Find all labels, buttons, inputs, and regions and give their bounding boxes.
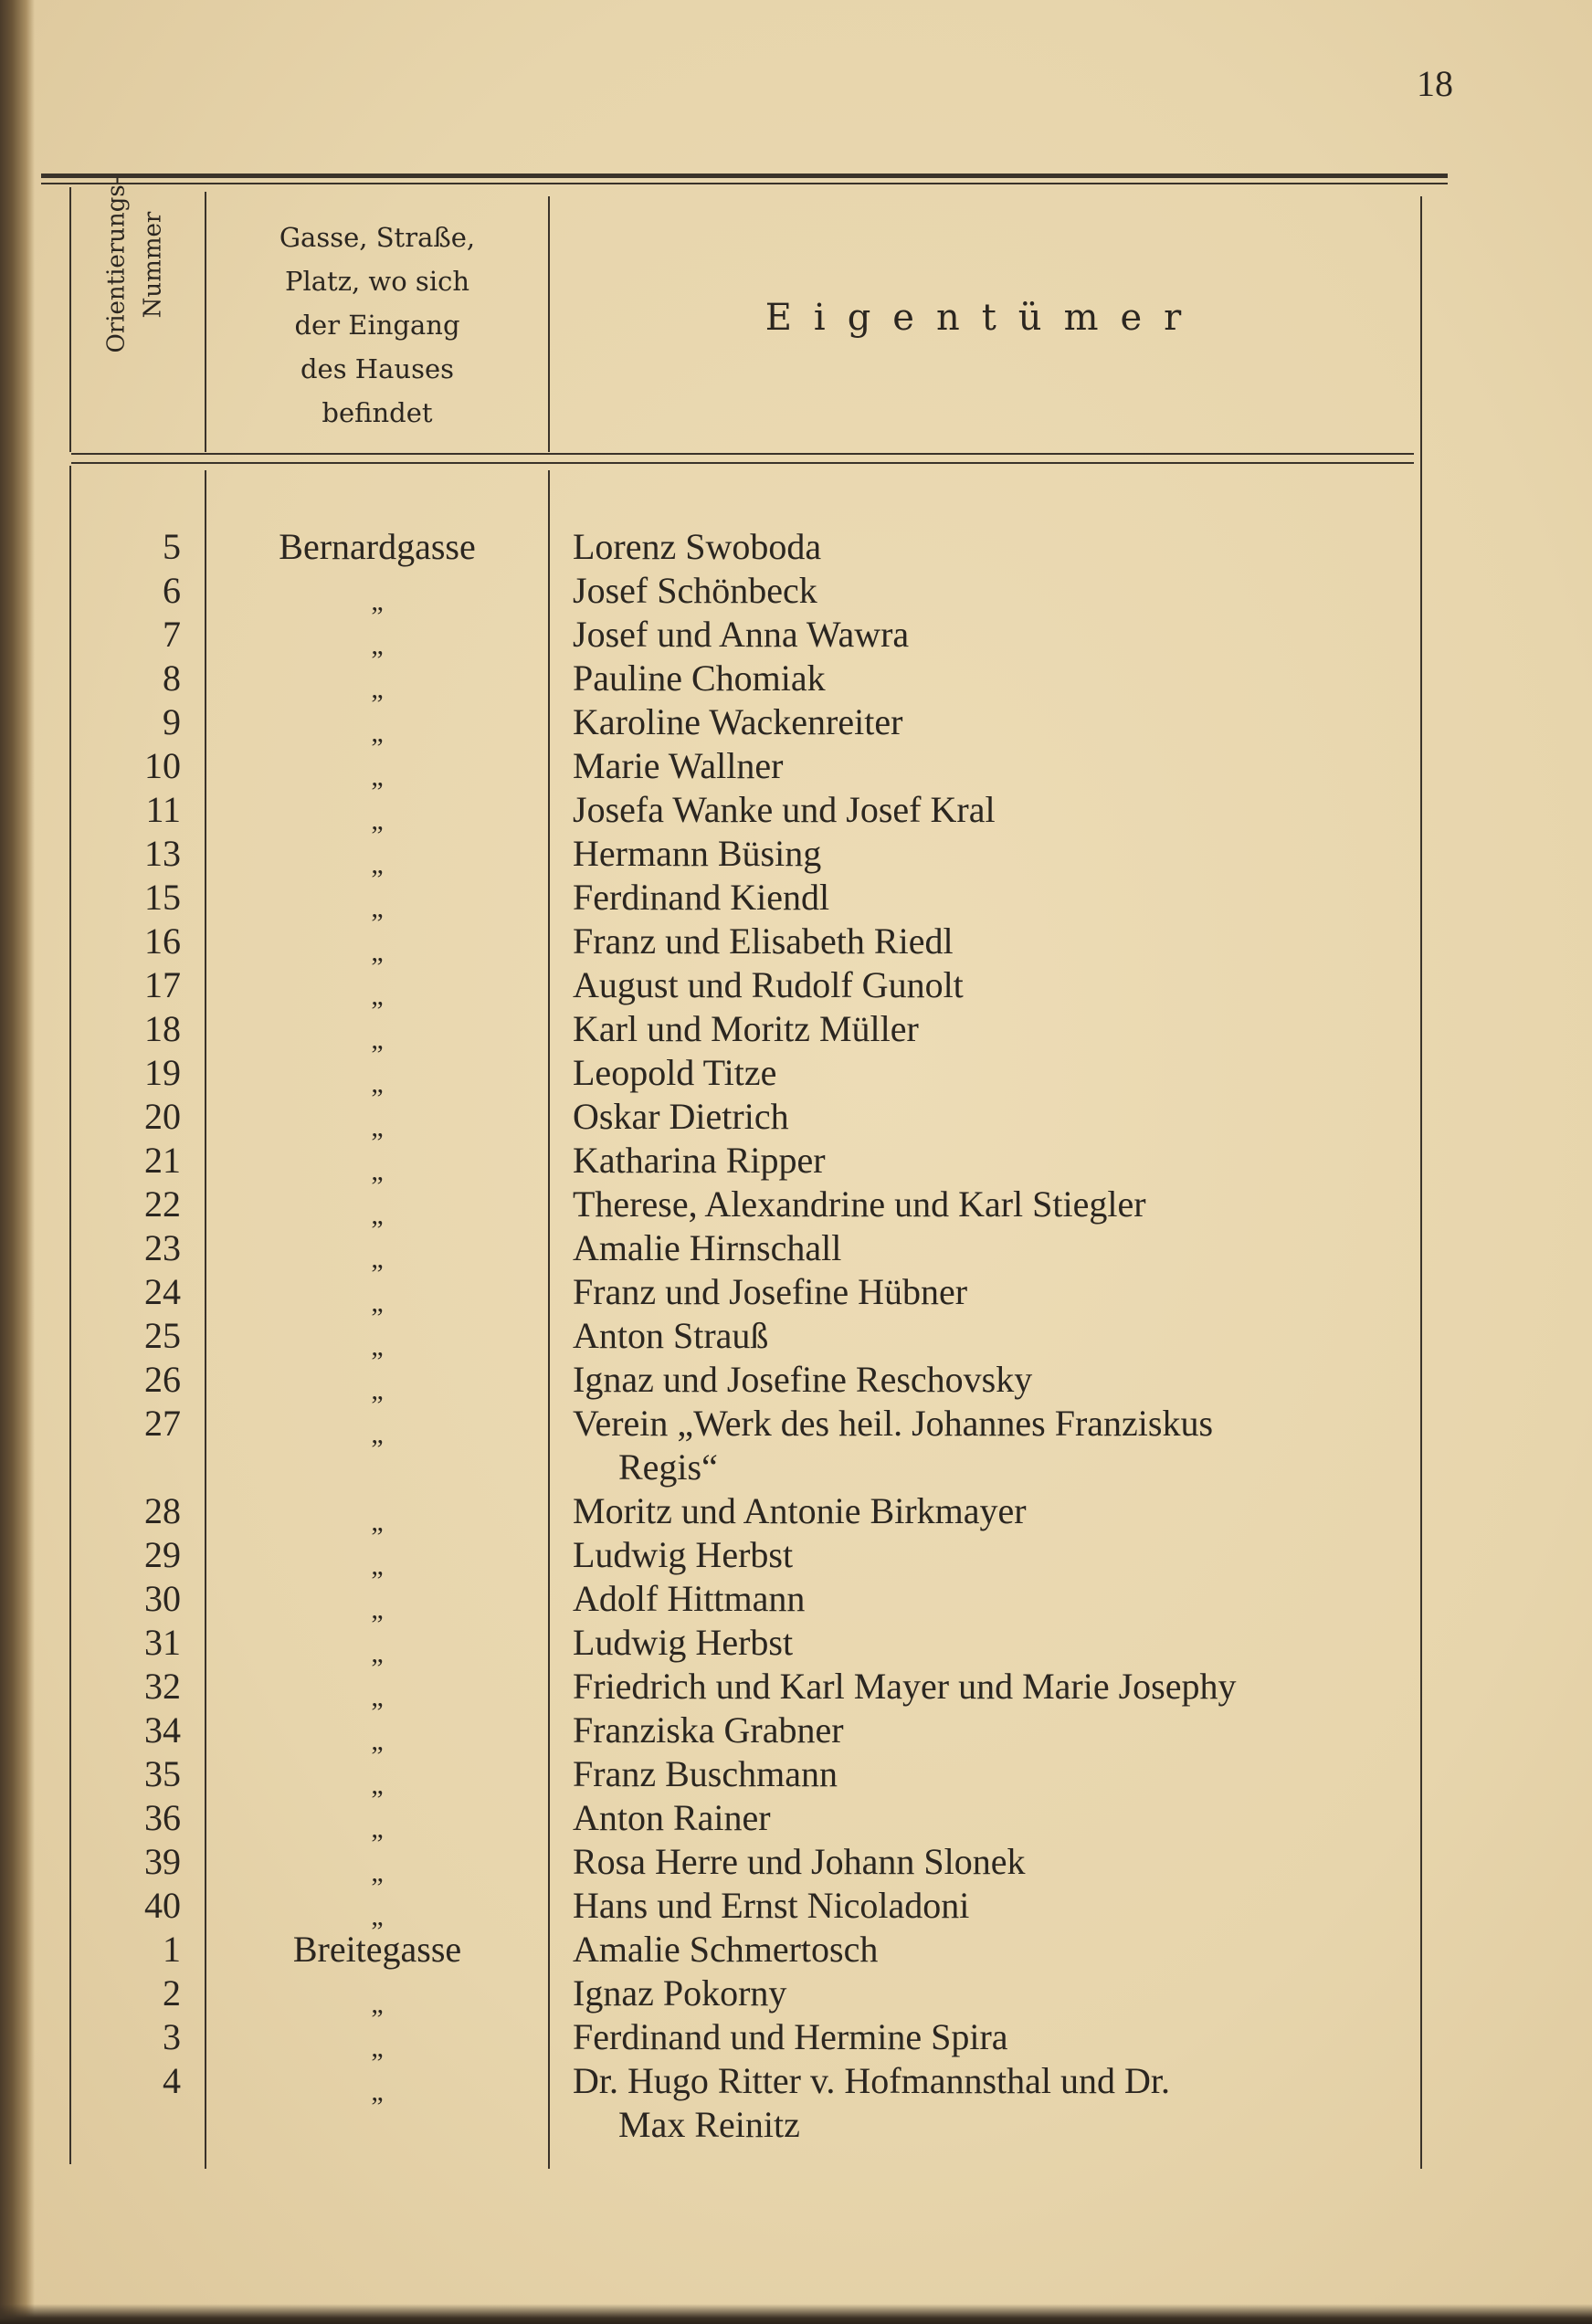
owner-name bbox=[573, 1402, 1418, 1489]
house-number: 16 bbox=[144, 920, 181, 962]
ditto-mark: „ bbox=[371, 1594, 384, 1625]
house-number: 24 bbox=[144, 1271, 181, 1312]
table-row bbox=[0, 2015, 1592, 2063]
ditto-mark: „ bbox=[371, 1025, 384, 1055]
ditto-mark: „ bbox=[371, 1726, 384, 1756]
table-row bbox=[0, 1577, 1592, 1625]
owner-name: Karl und Moritz Müller bbox=[573, 1008, 919, 1049]
table-row bbox=[0, 744, 1592, 792]
table-row bbox=[0, 963, 1592, 1011]
header-street-line-2: Platz, wo sich bbox=[284, 266, 470, 297]
ditto-mark: „ bbox=[371, 1770, 384, 1800]
ditto-mark: „ bbox=[371, 1814, 384, 1844]
house-number: 6 bbox=[163, 570, 181, 611]
ditto-mark: „ bbox=[371, 1331, 384, 1362]
house-number: 35 bbox=[144, 1753, 181, 1794]
house-number: 3 bbox=[163, 2016, 181, 2057]
house-number: 40 bbox=[144, 1885, 181, 1926]
owner-name-line-1: Verein „Werk des heil. Johannes Franziskus bbox=[573, 1403, 1214, 1444]
table-row bbox=[0, 788, 1592, 836]
ditto-mark: „ bbox=[371, 1200, 384, 1230]
house-number: 10 bbox=[144, 745, 181, 786]
table-row bbox=[0, 2059, 1592, 2147]
ditto-mark: „ bbox=[371, 849, 384, 879]
table-row bbox=[0, 1095, 1592, 1142]
ditto-mark: „ bbox=[371, 762, 384, 792]
ditto-mark: „ bbox=[371, 893, 384, 923]
ditto-mark: „ bbox=[371, 1507, 384, 1537]
house-number: 22 bbox=[144, 1183, 181, 1225]
house-number: 11 bbox=[145, 789, 181, 830]
house-number: 15 bbox=[144, 877, 181, 918]
ditto-mark: „ bbox=[371, 674, 384, 704]
owner-name: Amalie Schmertosch bbox=[573, 1929, 879, 1970]
table-row bbox=[0, 1402, 1592, 1489]
table-row bbox=[0, 1665, 1592, 1712]
house-number: 31 bbox=[144, 1622, 181, 1663]
owner-name: Therese, Alexandrine und Karl Stiegler bbox=[573, 1183, 1146, 1225]
table-row bbox=[0, 1139, 1592, 1186]
house-number: 25 bbox=[144, 1315, 181, 1356]
owner-name: Moritz und Antonie Birkmayer bbox=[573, 1490, 1027, 1531]
owner-table-body bbox=[0, 525, 1592, 2147]
header-number-column bbox=[71, 176, 199, 353]
house-number: 18 bbox=[144, 1008, 181, 1049]
header-street-column bbox=[208, 216, 546, 435]
house-number: 5 bbox=[163, 526, 181, 567]
table-row bbox=[0, 832, 1592, 879]
table-row bbox=[0, 700, 1592, 748]
owner-name: Rosa Herre und Johann Slonek bbox=[573, 1841, 1026, 1882]
owner-name: Ferdinand und Hermine Spira bbox=[573, 2016, 1008, 2057]
page-number: 18 bbox=[1417, 63, 1453, 104]
owner-name: Ludwig Herbst bbox=[573, 1534, 794, 1575]
header-owner-column: Eigentümer bbox=[764, 297, 1204, 339]
table-row bbox=[0, 876, 1592, 923]
street-name: Bernardgasse bbox=[279, 526, 476, 567]
house-number: 21 bbox=[144, 1140, 181, 1181]
ditto-mark: „ bbox=[371, 718, 384, 748]
owner-name: Adolf Hittmann bbox=[573, 1578, 806, 1619]
header-street-line-4: des Hauses bbox=[300, 353, 454, 384]
table-row bbox=[0, 1840, 1592, 1888]
ditto-mark: „ bbox=[371, 1901, 384, 1931]
owner-name: Friedrich und Karl Mayer und Marie Josephy bbox=[573, 1666, 1237, 1707]
house-number: 39 bbox=[144, 1841, 181, 1882]
ditto-mark: „ bbox=[371, 630, 384, 660]
owner-name: Josefa Wanke und Josef Kral bbox=[573, 789, 996, 830]
ditto-mark: „ bbox=[371, 1156, 384, 1186]
top-rule-thin bbox=[41, 183, 1448, 184]
ditto-mark: „ bbox=[371, 1068, 384, 1099]
house-number: 32 bbox=[144, 1666, 181, 1707]
owner-name: Hans und Ernst Nicoladoni bbox=[573, 1885, 970, 1926]
owner-name: Franz und Elisabeth Riedl bbox=[573, 920, 954, 962]
ditto-mark: „ bbox=[371, 1989, 384, 2019]
owner-name-line-1: Dr. Hugo Ritter v. Hofmannsthal und Dr. bbox=[573, 2060, 1171, 2101]
owner-name: Ignaz und Josefine Reschovsky bbox=[573, 1359, 1033, 1400]
ditto-mark: „ bbox=[371, 937, 384, 967]
owner-name: Ferdinand Kiendl bbox=[573, 877, 830, 918]
house-number: 26 bbox=[144, 1359, 181, 1400]
ditto-mark: „ bbox=[371, 1682, 384, 1712]
table-row bbox=[0, 1007, 1592, 1055]
ditto-mark: „ bbox=[371, 586, 384, 616]
owner-name: Franz Buschmann bbox=[573, 1753, 838, 1794]
ditto-mark: „ bbox=[371, 1638, 384, 1668]
house-number: 13 bbox=[144, 833, 181, 874]
header-street-line-1: Gasse, Straße, bbox=[279, 222, 476, 253]
column-line-2 bbox=[548, 196, 550, 452]
table-row bbox=[0, 1796, 1592, 1844]
table-row bbox=[0, 1314, 1592, 1362]
house-number: 27 bbox=[144, 1403, 181, 1444]
header-number-line-2: Nummer bbox=[140, 211, 168, 319]
owner-name-line-2: Regis“ bbox=[618, 1446, 718, 1488]
table-row bbox=[0, 1226, 1592, 1274]
ditto-mark: „ bbox=[371, 1419, 384, 1449]
table-row bbox=[0, 1051, 1592, 1099]
owner-name: Lorenz Swoboda bbox=[573, 526, 822, 567]
owner-name: Franziska Grabner bbox=[573, 1709, 844, 1751]
owner-name: Ludwig Herbst bbox=[573, 1622, 794, 1663]
owner-name: Anton Rainer bbox=[573, 1797, 771, 1838]
house-number: 34 bbox=[144, 1709, 181, 1751]
header-number-line-1: Orientierungs- bbox=[103, 176, 132, 353]
ditto-mark: „ bbox=[371, 805, 384, 836]
owner-name: Hermann Büsing bbox=[573, 833, 822, 874]
table-row bbox=[0, 525, 1592, 569]
table-row bbox=[0, 920, 1592, 967]
house-number: 36 bbox=[144, 1797, 181, 1838]
ditto-mark: „ bbox=[371, 2077, 384, 2107]
owner-name: Josef Schönbeck bbox=[573, 570, 817, 611]
house-number: 20 bbox=[144, 1096, 181, 1137]
table-row bbox=[0, 1489, 1592, 1537]
house-number: 8 bbox=[163, 657, 181, 699]
header-rule-1 bbox=[71, 453, 1414, 455]
table-row bbox=[0, 1533, 1592, 1581]
house-number: 4 bbox=[163, 2060, 181, 2101]
ditto-mark: „ bbox=[371, 1244, 384, 1274]
house-number: 2 bbox=[163, 1972, 181, 2014]
ditto-mark: „ bbox=[371, 1112, 384, 1142]
ditto-mark: „ bbox=[371, 1857, 384, 1888]
house-number: 23 bbox=[144, 1227, 181, 1268]
owner-name: Anton Strauß bbox=[573, 1315, 769, 1356]
owner-name: Katharina Ripper bbox=[573, 1140, 826, 1181]
table-row bbox=[0, 1709, 1592, 1756]
header-street-line-3: der Eingang bbox=[294, 310, 460, 341]
owner-name: Marie Wallner bbox=[573, 745, 784, 786]
table-row bbox=[0, 569, 1592, 616]
owner-name: Leopold Titze bbox=[573, 1052, 777, 1093]
ditto-mark: „ bbox=[371, 1375, 384, 1405]
table-row bbox=[0, 1621, 1592, 1668]
house-number: 29 bbox=[144, 1534, 181, 1575]
table-row bbox=[0, 1270, 1592, 1318]
house-number: 30 bbox=[144, 1578, 181, 1619]
table-row bbox=[0, 1358, 1592, 1405]
table-row bbox=[0, 1928, 1592, 1972]
owner-name: August und Rudolf Gunolt bbox=[573, 964, 964, 1005]
owner-name: Amalie Hirnschall bbox=[573, 1227, 842, 1268]
table-row bbox=[0, 1884, 1592, 1931]
owner-name: Josef und Anna Wawra bbox=[573, 614, 910, 655]
table-row bbox=[0, 1972, 1592, 2019]
owner-name: Oskar Dietrich bbox=[573, 1096, 789, 1137]
top-rule-thick bbox=[41, 174, 1448, 178]
owner-name: Ignaz Pokorny bbox=[573, 1972, 787, 2014]
owner-name: Franz und Josefine Hübner bbox=[573, 1271, 968, 1312]
house-number: 28 bbox=[144, 1490, 181, 1531]
header-rule-2 bbox=[71, 462, 1414, 464]
house-number: 7 bbox=[163, 614, 181, 655]
ditto-mark: „ bbox=[371, 1551, 384, 1581]
page-bottom-shadow bbox=[0, 2304, 1592, 2324]
street-name: Breitegasse bbox=[292, 1929, 462, 1970]
house-number: 1 bbox=[163, 1929, 181, 1970]
table-row bbox=[0, 1183, 1592, 1230]
owner-name bbox=[573, 2059, 1418, 2147]
table-row bbox=[0, 613, 1592, 660]
table-row bbox=[0, 657, 1592, 704]
ditto-mark: „ bbox=[371, 981, 384, 1011]
owner-name: Pauline Chomiak bbox=[573, 657, 826, 699]
table-row bbox=[0, 1752, 1592, 1800]
ditto-mark: „ bbox=[371, 2033, 384, 2063]
owner-name: Karoline Wackenreiter bbox=[573, 701, 903, 742]
house-number: 9 bbox=[163, 701, 181, 742]
house-number: 19 bbox=[144, 1052, 181, 1093]
column-line-1 bbox=[205, 192, 206, 452]
house-number: 17 bbox=[144, 964, 181, 1005]
header-street-line-5: befindet bbox=[322, 397, 433, 428]
owner-name-line-2: Max Reinitz bbox=[618, 2104, 800, 2145]
ditto-mark: „ bbox=[371, 1288, 384, 1318]
